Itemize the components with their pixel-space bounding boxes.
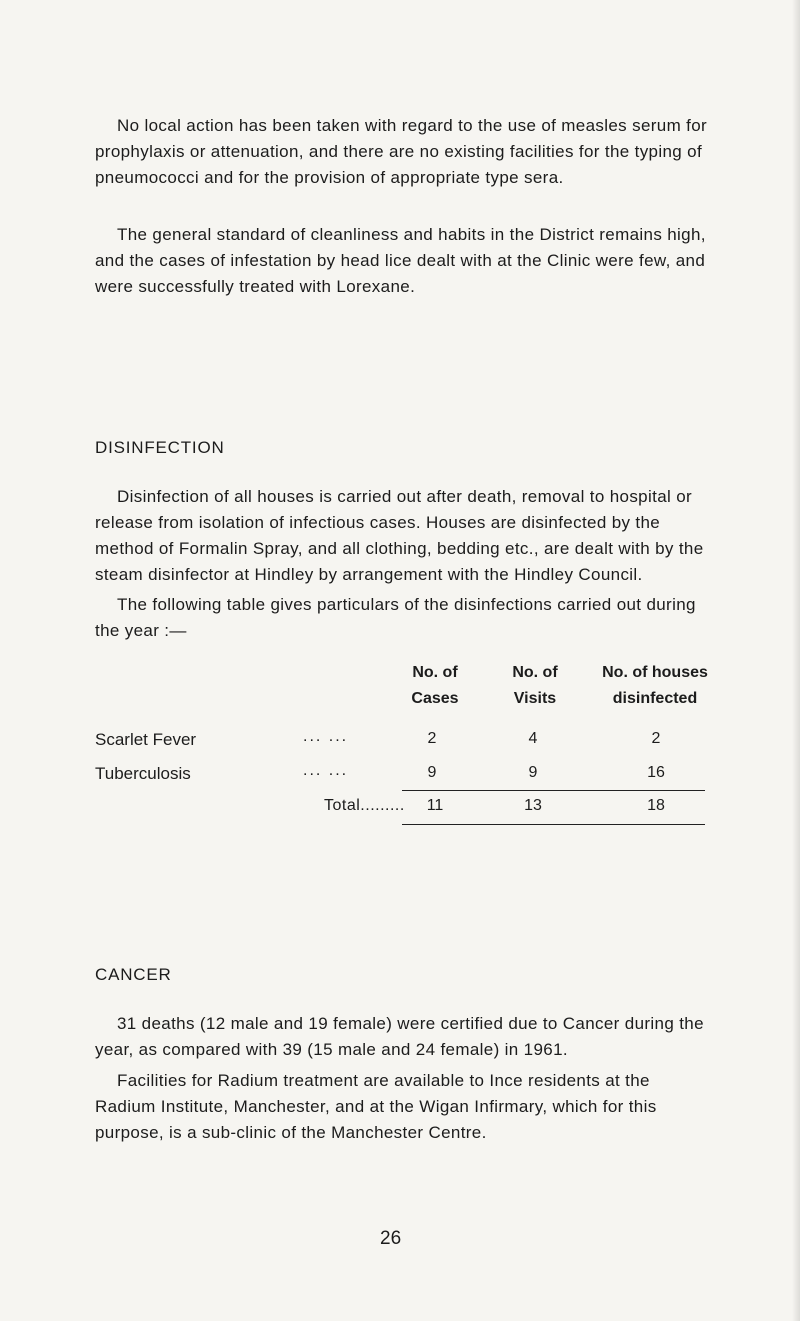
total-cases: 11 — [426, 797, 444, 814]
paragraph-cancer-deaths: 31 deaths (12 male and 19 female) were certified due to Cancer during the year, as compared with 39 (15 male and 24 female) in 1961. — [95, 1014, 704, 1059]
total-label: Total......... — [324, 797, 405, 814]
page-edge-shadow — [792, 0, 800, 1321]
paragraph-disinfection-method: Disinfection of all houses is carried out after death, removal to hospital or release from isolation of infectious cases. Houses are disinfected by the method of Formalin Spray, and all clothing, bedding etc., are dealt with by the steam disinfector at Hindley by arrangement with the Hindley Council. — [95, 487, 704, 584]
cell-cases: 2 — [427, 730, 437, 747]
heading-cancer: CANCER — [95, 965, 172, 984]
paragraph-measles-serum: No local action has been taken with regard to the use of measles serum for prophylaxis or attenuation, and there are no existing facilities for the typing of pneumococci and for the provision of appropriate type sera. — [95, 116, 708, 187]
paragraph-radium-facilities: Facilities for Radium treatment are available to Ince residents at the Radium Institute, Manchester, and at the Wigan Infirmary, which for this purpose, is a sub-clinic of the Manchester Centre. — [95, 1071, 657, 1142]
header-cases-line2: Cases — [411, 690, 459, 707]
row-label-scarlet-fever: Scarlet Fever — [95, 730, 197, 749]
row-label-tuberculosis: Tuberculosis — [95, 764, 191, 783]
total-houses: 18 — [647, 797, 665, 814]
cell-visits: 9 — [528, 764, 538, 781]
row-dots: ... ... — [303, 728, 349, 745]
total-rule-top — [402, 790, 705, 791]
header-houses-line2: disinfected — [612, 690, 698, 707]
paragraph-table-intro: The following table gives particulars of the disinfections carried out during the year :— — [95, 595, 696, 640]
page-number: 26 — [380, 1228, 402, 1249]
cell-visits: 4 — [528, 730, 538, 747]
paragraph-cleanliness: The general standard of cleanliness and habits in the District remains high, and the cases of infestation by head lice dealt with at the Clinic were few, and were successfully treated with Lorexane. — [95, 225, 706, 296]
cell-houses: 16 — [647, 764, 665, 781]
disinfection-table — [95, 660, 725, 870]
header-visits-line2: Visits — [513, 690, 557, 707]
header-houses-line1: No. of houses — [602, 664, 708, 681]
cell-houses: 2 — [651, 730, 661, 747]
heading-disinfection: DISINFECTION — [95, 438, 225, 457]
cell-cases: 9 — [427, 764, 437, 781]
header-visits-line1: No. of — [512, 664, 558, 681]
total-rule-bottom — [402, 824, 705, 825]
total-visits: 13 — [524, 797, 542, 814]
header-cases-line1: No. of — [412, 664, 458, 681]
row-dots: ... ... — [303, 762, 349, 779]
